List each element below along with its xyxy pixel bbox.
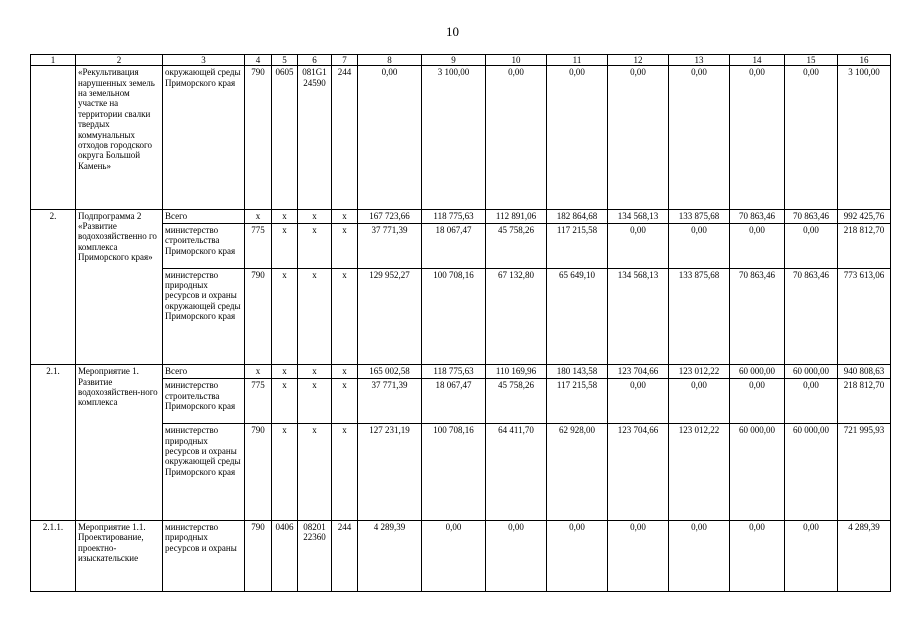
amount-cell-col12: 0,00 <box>608 66 669 209</box>
code-cell-col5: x <box>272 268 298 365</box>
executor-cell: министерство природных ресурсов и охраны окружающей среды Приморского края <box>163 424 245 521</box>
amount-cell-col14: 0,00 <box>730 66 785 209</box>
item-name-cell: «Рекультивация нарушенных земель на земельном участке на территории свалки твердых коммунальных отходов городского округа Большой Камень» <box>76 66 163 209</box>
code-cell-col4: 790 <box>245 66 272 209</box>
item-name-cell: Мероприятие 1.1. Проектирование, проектно-изыскательские <box>76 520 163 591</box>
amount-cell-col13: 133 875,68 <box>669 209 730 223</box>
amount-cell-col11: 117 215,58 <box>547 223 608 268</box>
table-row <box>31 209 891 223</box>
amount-cell-col11: 180 143,58 <box>547 365 608 379</box>
table-row <box>31 520 891 591</box>
code-cell-col4: 775 <box>245 379 272 424</box>
amount-cell-col9: 3 100,00 <box>422 66 486 209</box>
amount-cell-col11: 117 215,58 <box>547 379 608 424</box>
amount-cell-col11: 62 928,00 <box>547 424 608 521</box>
amount-cell-col14: 70 863,46 <box>730 209 785 223</box>
amount-cell-col8: 37 771,39 <box>358 379 422 424</box>
code-cell-col5: x <box>272 379 298 424</box>
code-cell-col6: x <box>298 223 332 268</box>
amount-cell-col13: 0,00 <box>669 223 730 268</box>
amount-cell-col13: 0,00 <box>669 66 730 209</box>
code-cell-col6: 081G1 24590 <box>298 66 332 209</box>
amount-cell-col13: 133 875,68 <box>669 268 730 365</box>
amount-cell-col15: 70 863,46 <box>785 209 838 223</box>
executor-cell: окружающей среды Приморского края <box>163 66 245 209</box>
code-cell-col7: x <box>332 424 358 521</box>
column-header-15: 15 <box>785 55 838 66</box>
code-cell-col5: x <box>272 223 298 268</box>
amount-cell-col15: 0,00 <box>785 66 838 209</box>
amount-cell-col15: 60 000,00 <box>785 365 838 379</box>
code-cell-col7: x <box>332 268 358 365</box>
code-cell-col5: x <box>272 365 298 379</box>
code-cell-col7: x <box>332 209 358 223</box>
amount-cell-col9: 118 775,63 <box>422 209 486 223</box>
amount-cell-col8: 167 723,66 <box>358 209 422 223</box>
amount-cell-col10: 64 411,70 <box>486 424 547 521</box>
table-row <box>31 66 891 209</box>
column-header-11: 11 <box>547 55 608 66</box>
code-cell-col6: x <box>298 379 332 424</box>
executor-cell: Всего <box>163 365 245 379</box>
amount-cell-col10: 45 758,26 <box>486 379 547 424</box>
amount-cell-col11: 0,00 <box>547 66 608 209</box>
column-header-9: 9 <box>422 55 486 66</box>
amount-cell-col14: 70 863,46 <box>730 268 785 365</box>
code-cell-col4: 790 <box>245 520 272 591</box>
amount-cell-col8: 37 771,39 <box>358 223 422 268</box>
amount-cell-col12: 123 704,66 <box>608 365 669 379</box>
code-cell-col7: x <box>332 379 358 424</box>
amount-cell-col10: 67 132,80 <box>486 268 547 365</box>
executor-cell: министерство строительства Приморского края <box>163 223 245 268</box>
amount-cell-col8: 165 002,58 <box>358 365 422 379</box>
amount-cell-col16: 3 100,00 <box>838 66 891 209</box>
amount-cell-col16: 992 425,76 <box>838 209 891 223</box>
executor-cell: министерство строительства Приморского края <box>163 379 245 424</box>
item-number-cell: 2. <box>31 209 76 365</box>
amount-cell-col16: 940 808,63 <box>838 365 891 379</box>
code-cell-col5: 0605 <box>272 66 298 209</box>
amount-cell-col9: 100 708,16 <box>422 424 486 521</box>
code-cell-col4: x <box>245 365 272 379</box>
item-number-cell: 2.1.1. <box>31 520 76 591</box>
column-header-8: 8 <box>358 55 422 66</box>
amount-cell-col9: 18 067,47 <box>422 379 486 424</box>
amount-cell-col15: 0,00 <box>785 223 838 268</box>
code-cell-col4: x <box>245 209 272 223</box>
page-number: 10 <box>446 24 459 39</box>
executor-cell: Всего <box>163 209 245 223</box>
amount-cell-col10: 0,00 <box>486 520 547 591</box>
amount-cell-col12: 0,00 <box>608 223 669 268</box>
amount-cell-col12: 0,00 <box>608 379 669 424</box>
code-cell-col7: x <box>332 365 358 379</box>
amount-cell-col9: 18 067,47 <box>422 223 486 268</box>
amount-cell-col13: 0,00 <box>669 379 730 424</box>
amount-cell-col14: 60 000,00 <box>730 424 785 521</box>
table-row <box>31 365 891 379</box>
column-header-14: 14 <box>730 55 785 66</box>
amount-cell-col14: 0,00 <box>730 379 785 424</box>
column-header-7: 7 <box>332 55 358 66</box>
amount-cell-col16: 4 289,39 <box>838 520 891 591</box>
code-cell-col5: x <box>272 209 298 223</box>
amount-cell-col16: 218 812,70 <box>838 223 891 268</box>
executor-cell: министерство природных ресурсов и охраны окружающей среды Приморского края <box>163 268 245 365</box>
amount-cell-col10: 0,00 <box>486 66 547 209</box>
amount-cell-col8: 4 289,39 <box>358 520 422 591</box>
amount-cell-col16: 773 613,06 <box>838 268 891 365</box>
amount-cell-col13: 123 012,22 <box>669 365 730 379</box>
amount-cell-col9: 118 775,63 <box>422 365 486 379</box>
amount-cell-col14: 60 000,00 <box>730 365 785 379</box>
item-name-cell: Подпрограмма 2 «Развитие водохозяйственно го комплекса Приморского края» <box>76 209 163 365</box>
code-cell-col4: 790 <box>245 424 272 521</box>
amount-cell-col14: 0,00 <box>730 223 785 268</box>
code-cell-col6: 08201 22360 <box>298 520 332 591</box>
code-cell-col7: 244 <box>332 520 358 591</box>
amount-cell-col12: 123 704,66 <box>608 424 669 521</box>
header-row <box>31 55 891 66</box>
amount-cell-col16: 721 995,93 <box>838 424 891 521</box>
code-cell-col4: 790 <box>245 268 272 365</box>
code-cell-col7: x <box>332 223 358 268</box>
column-header-4: 4 <box>245 55 272 66</box>
code-cell-col7: 244 <box>332 66 358 209</box>
budget-table <box>30 54 891 592</box>
amount-cell-col10: 112 891,06 <box>486 209 547 223</box>
amount-cell-col11: 0,00 <box>547 520 608 591</box>
amount-cell-col15: 60 000,00 <box>785 424 838 521</box>
code-cell-col6: x <box>298 424 332 521</box>
amount-cell-col13: 123 012,22 <box>669 424 730 521</box>
amount-cell-col10: 45 758,26 <box>486 223 547 268</box>
column-header-13: 13 <box>669 55 730 66</box>
amount-cell-col12: 0,00 <box>608 520 669 591</box>
amount-cell-col11: 182 864,68 <box>547 209 608 223</box>
column-header-10: 10 <box>486 55 547 66</box>
amount-cell-col15: 70 863,46 <box>785 268 838 365</box>
item-number-cell <box>31 66 76 209</box>
amount-cell-col16: 218 812,70 <box>838 379 891 424</box>
column-header-6: 6 <box>298 55 332 66</box>
column-header-5: 5 <box>272 55 298 66</box>
amount-cell-col12: 134 568,13 <box>608 268 669 365</box>
amount-cell-col8: 129 952,27 <box>358 268 422 365</box>
amount-cell-col9: 100 708,16 <box>422 268 486 365</box>
column-header-16: 16 <box>838 55 891 66</box>
column-header-12: 12 <box>608 55 669 66</box>
code-cell-col4: 775 <box>245 223 272 268</box>
code-cell-col6: x <box>298 209 332 223</box>
column-header-3: 3 <box>163 55 245 66</box>
amount-cell-col15: 0,00 <box>785 520 838 591</box>
code-cell-col5: x <box>272 424 298 521</box>
amount-cell-col8: 0,00 <box>358 66 422 209</box>
amount-cell-col14: 0,00 <box>730 520 785 591</box>
amount-cell-col10: 110 169,96 <box>486 365 547 379</box>
amount-cell-col15: 0,00 <box>785 379 838 424</box>
item-name-cell: Мероприятие 1. Развитие водохозяйствен-ного комплекса <box>76 365 163 521</box>
code-cell-col6: x <box>298 268 332 365</box>
column-header-2: 2 <box>76 55 163 66</box>
amount-cell-col8: 127 231,19 <box>358 424 422 521</box>
amount-cell-col13: 0,00 <box>669 520 730 591</box>
item-number-cell: 2.1. <box>31 365 76 521</box>
amount-cell-col11: 65 649,10 <box>547 268 608 365</box>
code-cell-col6: x <box>298 365 332 379</box>
amount-cell-col9: 0,00 <box>422 520 486 591</box>
amount-cell-col12: 134 568,13 <box>608 209 669 223</box>
column-header-1: 1 <box>31 55 76 66</box>
executor-cell: министерство природных ресурсов и охраны <box>163 520 245 591</box>
code-cell-col5: 0406 <box>272 520 298 591</box>
